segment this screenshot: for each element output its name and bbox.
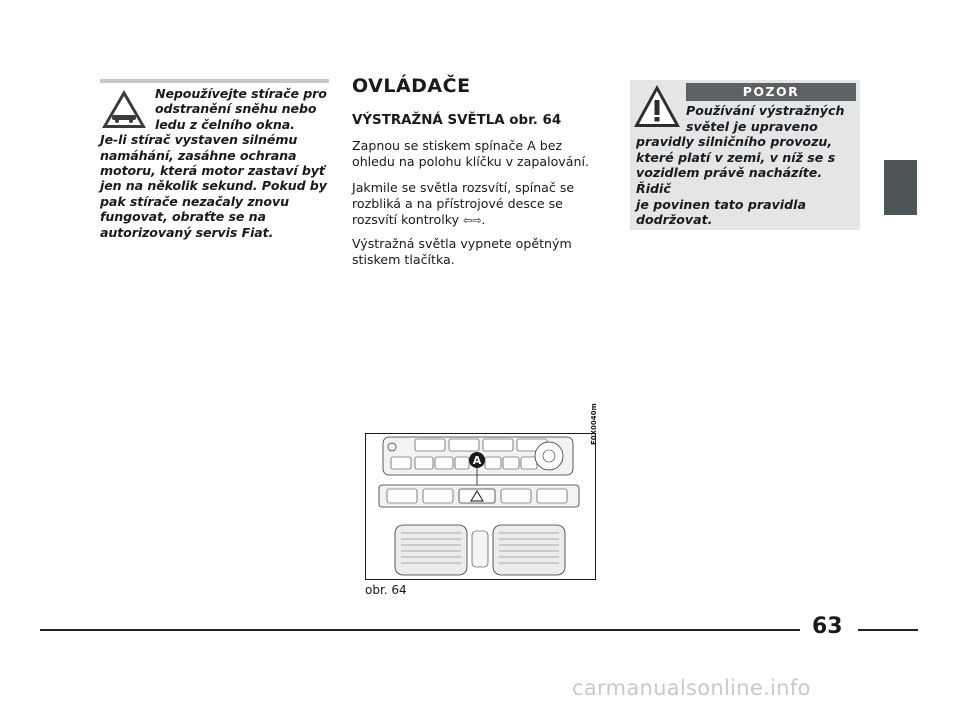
turn-indicator-icon: ⇦⇨ (463, 214, 482, 227)
note-line: jen na několik sekund. Pokud by (100, 178, 327, 194)
page-number: 63 (812, 614, 843, 639)
paragraph-line (352, 212, 602, 229)
footer-rule-right (858, 629, 918, 631)
paragraph-line: rozbliká a na přístrojové desce se (352, 196, 563, 211)
note-line: Nepoužívejte stírače pro (155, 86, 327, 101)
figure-code: F0X0040m (590, 403, 598, 445)
caution-line: Používání výstražných (686, 103, 845, 118)
note-line: motoru, která motor zastaví byť (100, 163, 325, 179)
figure-caption: obr. 64 (365, 583, 407, 597)
paragraph-line-text: rozsvítí kontrolky (352, 212, 460, 227)
dashboard-illustration (365, 433, 596, 580)
chapter-tab (884, 160, 917, 215)
footer-rule-left (40, 629, 800, 631)
paragraph-switch-off: Výstražná světla vypnete opětným stiskem tlačítka. (352, 236, 572, 267)
section-title: OVLÁDAČE (352, 75, 471, 97)
note-line: Je-li stírač vystaven silnému (100, 132, 298, 148)
note-line: fungovat, obraťte se na (100, 209, 266, 225)
note-line: pak stírače nezačaly znovu (100, 193, 289, 209)
caution-line: vozidlem právě nacházíte. Řidič (636, 165, 823, 196)
note-line: autorizovaný servis Fiat. (100, 224, 274, 240)
caution-line: je povinen tato pravidla (636, 196, 806, 212)
caution-line: světel je upraveno (686, 118, 818, 134)
caution-line: které platí v zemi, v níž se s (636, 149, 836, 165)
wiper-note (100, 86, 332, 240)
paragraph-line: Jakmile se světla rozsvítí, spínač se (352, 180, 575, 195)
note-line: namáhání, zasáhne ochrana (100, 147, 297, 163)
note-line: ledu z čelního okna. (155, 116, 295, 132)
subsection-title: VÝSTRAŽNÁ SVĚTLA obr. 64 (352, 113, 562, 128)
caution-line: dodržovat. (636, 212, 713, 228)
note-top-rule (100, 79, 329, 83)
callout-label: A (472, 454, 482, 467)
caution-label: POZOR (686, 83, 856, 101)
note-line: odstranění sněhu nebo (155, 101, 317, 117)
paragraph-indicators (352, 180, 602, 229)
paragraph-end: . (481, 212, 486, 227)
caution-line: pravidly silničního provozu, (636, 134, 833, 150)
watermark: carmanualsonline.info (572, 676, 811, 700)
paragraph-switch-on: Zapnou se stiskem spínače A bez ohledu na polohu klíčku v zapalování. (352, 138, 589, 169)
caution-text (636, 103, 858, 228)
